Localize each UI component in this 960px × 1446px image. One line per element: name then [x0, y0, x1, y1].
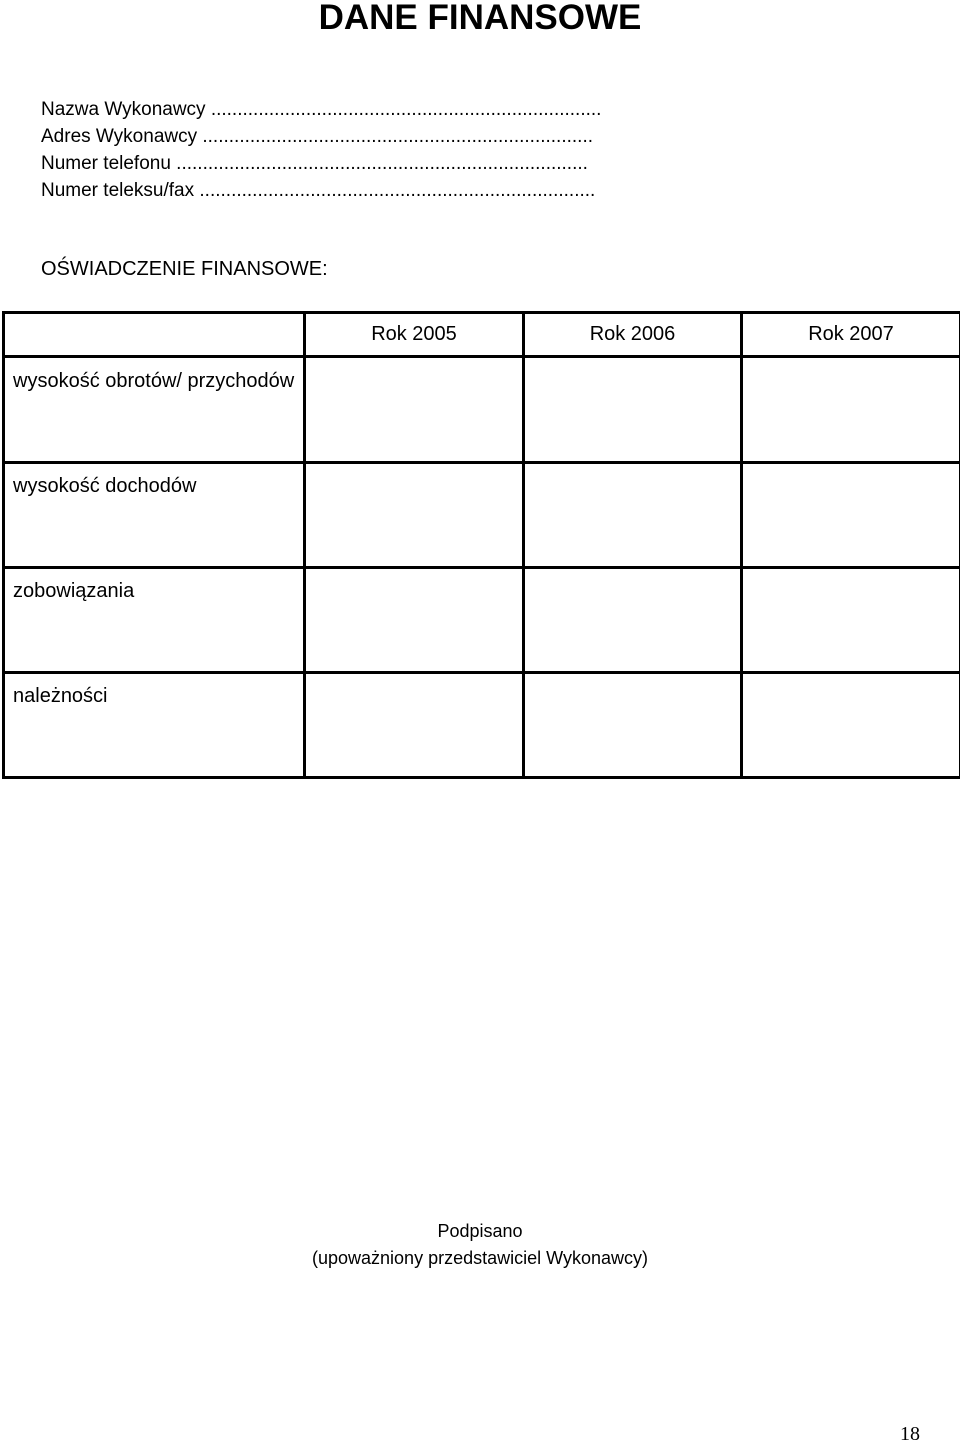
contractor-info — [41, 96, 601, 204]
table-header-row — [4, 313, 960, 357]
row-label-income: wysokość dochodów — [4, 463, 305, 568]
contractor-name-line: Nazwa Wykonawcy .......................................................................... — [41, 96, 601, 123]
signature-caption: (upoważniony przedstawiciel Wykonawcy) — [0, 1245, 960, 1272]
table-cell[interactable] — [524, 357, 742, 463]
row-label-liabilities: zobowiązania — [4, 568, 305, 673]
row-label-turnover: wysokość obrotów/ przychodów — [4, 357, 305, 463]
table-row — [4, 673, 960, 778]
column-header-2006: Rok 2006 — [524, 313, 742, 357]
table-cell[interactable] — [524, 463, 742, 568]
table-header-corner — [4, 313, 305, 357]
financial-table — [2, 311, 960, 779]
table-cell[interactable] — [742, 463, 960, 568]
row-label-receivables: należności — [4, 673, 305, 778]
table-cell[interactable] — [305, 357, 524, 463]
table-cell[interactable] — [305, 673, 524, 778]
table-cell[interactable] — [742, 568, 960, 673]
contractor-phone-line: Numer telefonu .............................................................................. — [41, 150, 601, 177]
signature-label: Podpisano — [0, 1218, 960, 1245]
column-header-2007: Rok 2007 — [742, 313, 960, 357]
column-header-2005: Rok 2005 — [305, 313, 524, 357]
table-cell[interactable] — [524, 673, 742, 778]
page-title: DANE FINANSOWE — [0, 0, 960, 36]
table-row — [4, 463, 960, 568]
page-number: 18 — [900, 1422, 920, 1446]
table-row — [4, 357, 960, 463]
table-cell[interactable] — [742, 357, 960, 463]
table-cell[interactable] — [305, 568, 524, 673]
table-cell[interactable] — [524, 568, 742, 673]
contractor-address-line: Adres Wykonawcy .......................................................................... — [41, 123, 601, 150]
table-cell[interactable] — [305, 463, 524, 568]
table-row — [4, 568, 960, 673]
statement-heading: OŚWIADCZENIE FINANSOWE: — [41, 257, 328, 281]
contractor-fax-line: Numer teleksu/fax ........................................................................... — [41, 177, 601, 204]
table-cell[interactable] — [742, 673, 960, 778]
signature-block — [0, 1218, 960, 1272]
